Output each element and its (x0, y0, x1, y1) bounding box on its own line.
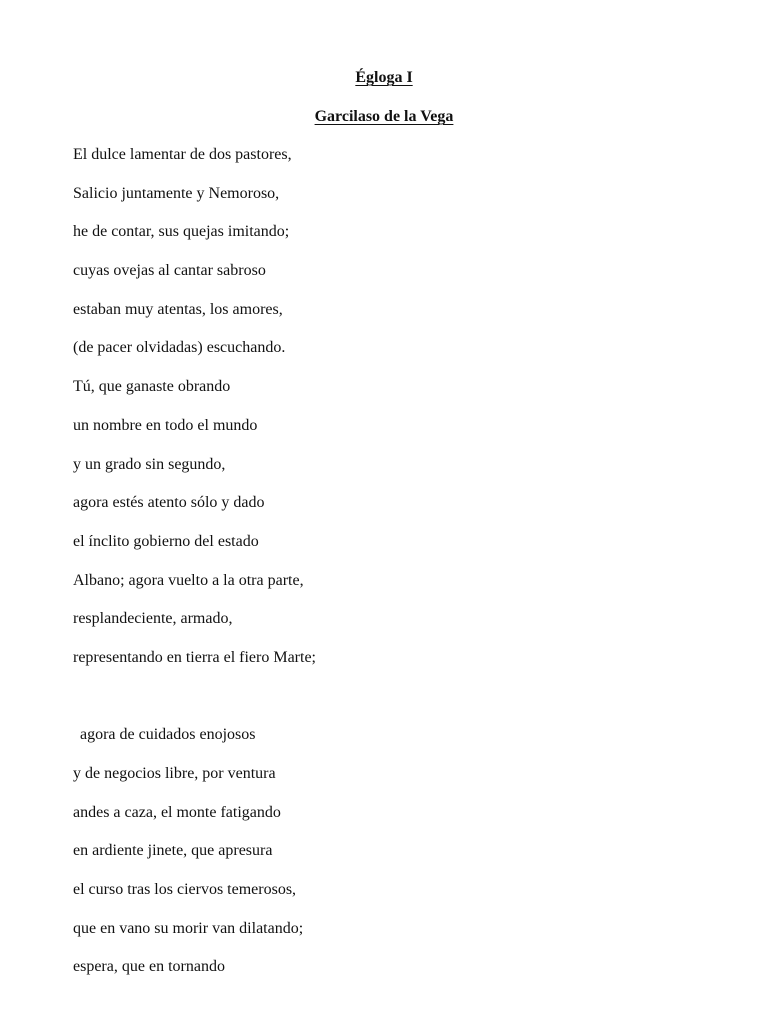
verse-line: Tú, que ganaste obrando (73, 378, 231, 396)
verse-line: cuyas ovejas al cantar sabroso (73, 262, 266, 280)
verse-line: representando en tierra el fiero Marte; (73, 648, 316, 666)
verse-line: he de contar, sus quejas imitando; (73, 223, 290, 241)
verse-line: El dulce lamentar de dos pastores, (73, 146, 292, 163)
verse-line: resplandeciente, armado, (73, 610, 233, 628)
verse-line: Albano; agora vuelto a la otra parte, (73, 571, 304, 589)
verse-line: el ínclito gobierno del estado (73, 532, 259, 550)
verse-line: agora estés atento sólo y dado (73, 494, 265, 512)
verse-line: y de negocios libre, por ventura (73, 765, 276, 782)
stanza-gap (73, 687, 713, 726)
verse-line: espera, que en tornando (73, 958, 225, 976)
verse-line: el curso tras los ciervos temerosos, (73, 881, 297, 899)
verse-line: un nombre en todo el mundo (73, 416, 258, 434)
verse-line: estaban muy atentas, los amores, (73, 300, 283, 318)
verse-line: agora de cuidados enojosos (80, 726, 256, 744)
verse-line: y un grado sin segundo, (73, 455, 226, 473)
poem-title: Égloga I (355, 69, 413, 86)
verse-line: (de pacer olvidadas) escuchando. (73, 339, 286, 357)
poem-author: Garcilaso de la Vega (314, 108, 454, 125)
verse-line: en ardiente jinete, que apresura (73, 842, 273, 860)
verse-line: que en vano su morir van dilatando; (73, 919, 304, 937)
poem-body (73, 145, 713, 996)
verse-line: Salicio juntamente y Nemoroso, (73, 184, 280, 202)
verse-line: andes a caza, el monte fatigando (73, 803, 281, 821)
